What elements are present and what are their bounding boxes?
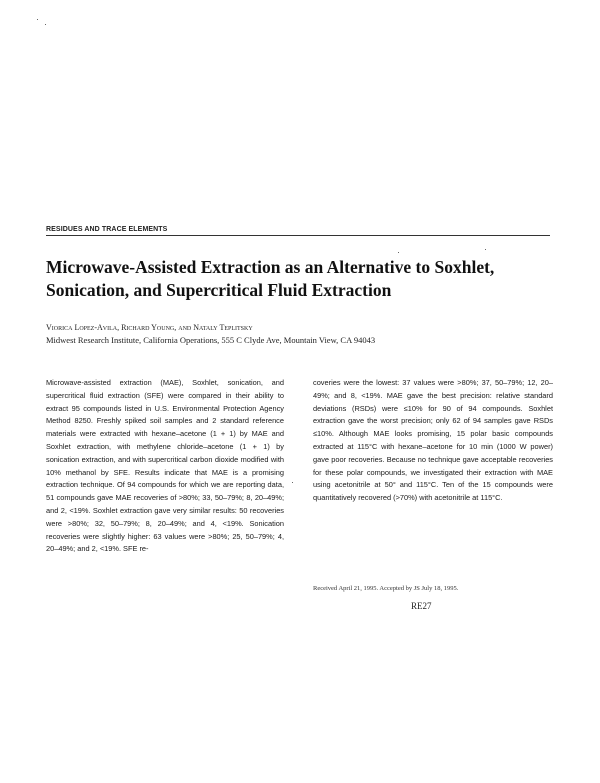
scan-speck — [37, 19, 38, 20]
received-note: Received April 21, 1995. Accepted by JS July 18, 1995. — [313, 585, 459, 592]
page-code: RE27 — [411, 601, 432, 611]
article-authors: Viorica Lopez-Avila, Richard Young, and Nataly Teplitsky — [46, 323, 253, 332]
header-rule — [46, 235, 550, 236]
article-affiliation: Midwest Research Institute, California Operations, 555 C Clyde Ave, Mountain View, CA 94043 — [46, 335, 376, 345]
section-label: RESIDUES AND TRACE ELEMENTS — [46, 226, 168, 233]
abstract-column-left: Microwave-assisted extraction (MAE), Soxhlet, sonication, and supercritical fluid extraction (SFE) were compared in their ability to extract 95 compounds listed in U.S. Environmental Protection Agency Method 8250. Freshly spiked soil samples and 2 standard reference materials were extracted with hexane–acetone (1 + 1) by MAE and Soxhlet extraction, with methylene chloride–acetone (1 + 1) by sonication extraction, and with supercritical carbon dioxide modified with 10% methanol by SFE. Results indicate that MAE is a promising extraction technique. Of 94 compounds for which we are reporting data, 51 compounds gave MAE recoveries of >80%; 33, 50–79%; 8, 20–49%; and 2, <19%. Soxhlet extraction gave very similar results: 50 recoveries were >80%; 32, 50–79%; 8, 20–49%; and 4, <19%. Sonication recoveries were slightly higher: 63 values were >80%; 25, 50–79%; 4, 20–49%; and 2, <19%. SFE re- — [46, 378, 284, 554]
abstract-column-right: coveries were the lowest: 37 values were >80%; 37, 50–79%; 12, 20–49%; and 8, <19%. MAE gave the best precision: relative standard deviations (RSDs) were ≤10% for 90 of 94 compounds. Soxhlet extraction gave the worst precision; only 62 of 94 samples gave RSDs ≤10%. Although MAE looks promising, 15 polar basic compounds extracted at 115°C with hexane–acetone for 10 min (1000 W power) gave poor recoveries. Because no technique gave acceptable recoveries for these polar compounds, we investigated their extraction with MAE using acetonitrile at 50° and 115°C. Ten of the 15 compounds were quantitatively recovered (>70%) with acetonitrile at 115°C. — [313, 378, 553, 503]
scan-speck — [398, 252, 399, 253]
scan-speck — [485, 249, 486, 250]
scan-speck — [45, 24, 46, 25]
article-title: Microwave-Assisted Extraction as an Alternative to Soxhlet, Sonication, and Supercritical Fluid Extraction — [46, 257, 495, 300]
scan-speck — [292, 482, 293, 483]
